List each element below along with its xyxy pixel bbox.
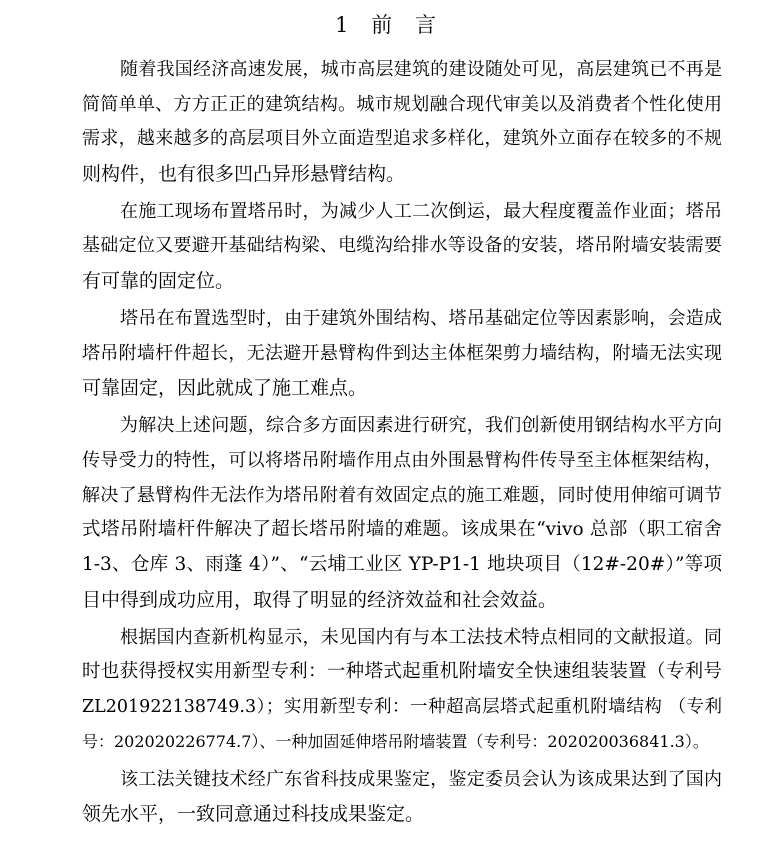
paragraph-line: 号：202020226774.7）、一种加固延伸塔吊附墙装置（专利号：202020036841.3）。 [82, 732, 709, 751]
section-title: 1 前 言 [335, 13, 444, 37]
paragraph-line: 可靠固定，因此就成了施工难点。 [82, 377, 368, 399]
paragraph-line: 根据国内查新机构显示，未见国内有与本工法技术特点相同的文献报道。同 [120, 627, 722, 648]
paragraph-line: 解决了悬臂构件无法作为塔吊附着有效固定点的施工难题，同时使用伸缩可调节 [82, 485, 722, 506]
paragraph-line: 在施工现场布置塔吊时，为减少人工二次倒运，最大程度覆盖作业面；塔吊 [120, 201, 722, 222]
paragraph-line: 传导受力的特性，可以将塔吊附墙作用点由外围悬臂构件传导至主体框架结构， [82, 450, 722, 471]
paragraph-line: 式塔吊附墙杆件解决了超长塔吊附墙的难题。该成果在“vivo 总部（职工宿舍 [82, 519, 722, 540]
paragraph-line: 1-3、仓库 3、雨蓬 4）”、“云埔工业区 YP-P1-1 地块项目（12#-20#）”等项 [82, 554, 722, 575]
paragraph-line: 塔吊在布置选型时，由于建筑外围结构、塔吊基础定位等因素影响，会造成 [120, 308, 722, 329]
paragraph-line: 需求，越来越多的高层项目外立面造型追求多样化，建筑外立面存在较多的不规 [82, 128, 722, 149]
paragraph-line: 随着我国经济高速发展，城市高层建筑的建设随处可见，高层建筑已不再是 [120, 59, 722, 80]
paragraph-line: 时也获得授权实用新型专利：一种塔式起重机附墙安全快速组装装置（专利号 [82, 661, 722, 682]
paragraph-line: 有可靠的固定位。 [82, 270, 235, 292]
paragraph-line: ZL201922138749.3）；实用新型专利：一种超高层塔式起重机附墙结构 （专利 [82, 697, 722, 717]
paragraph-line: 目中得到成功应用，取得了明显的经济效益和社会效益。 [82, 589, 558, 611]
paragraph-line: 则构件，也有很多凹凸异形悬臂结构。 [82, 163, 406, 185]
paragraph-line: 领先水平，一致同意通过科技成果鉴定。 [82, 803, 425, 825]
paragraph-line: 该工法关键技术经广东省科技成果鉴定，鉴定委员会认为该成果达到了国内 [120, 769, 722, 790]
paragraph-line: 为解决上述问题，综合多方面因素进行研究，我们创新使用钢结构水平方向 [120, 415, 722, 436]
paragraph-line: 简简单单、方方正正的建筑结构。城市规划融合现代审美以及消费者个性化使用 [82, 94, 722, 115]
paragraph-line: 基础定位又要避开基础结构梁、电缆沟给排水等设备的安装，塔吊附墙安装需要 [82, 235, 722, 256]
paragraph-line: 塔吊附墙杆件超长，无法避开悬臂构件到达主体框架剪力墙结构，附墙无法实现 [82, 343, 722, 364]
